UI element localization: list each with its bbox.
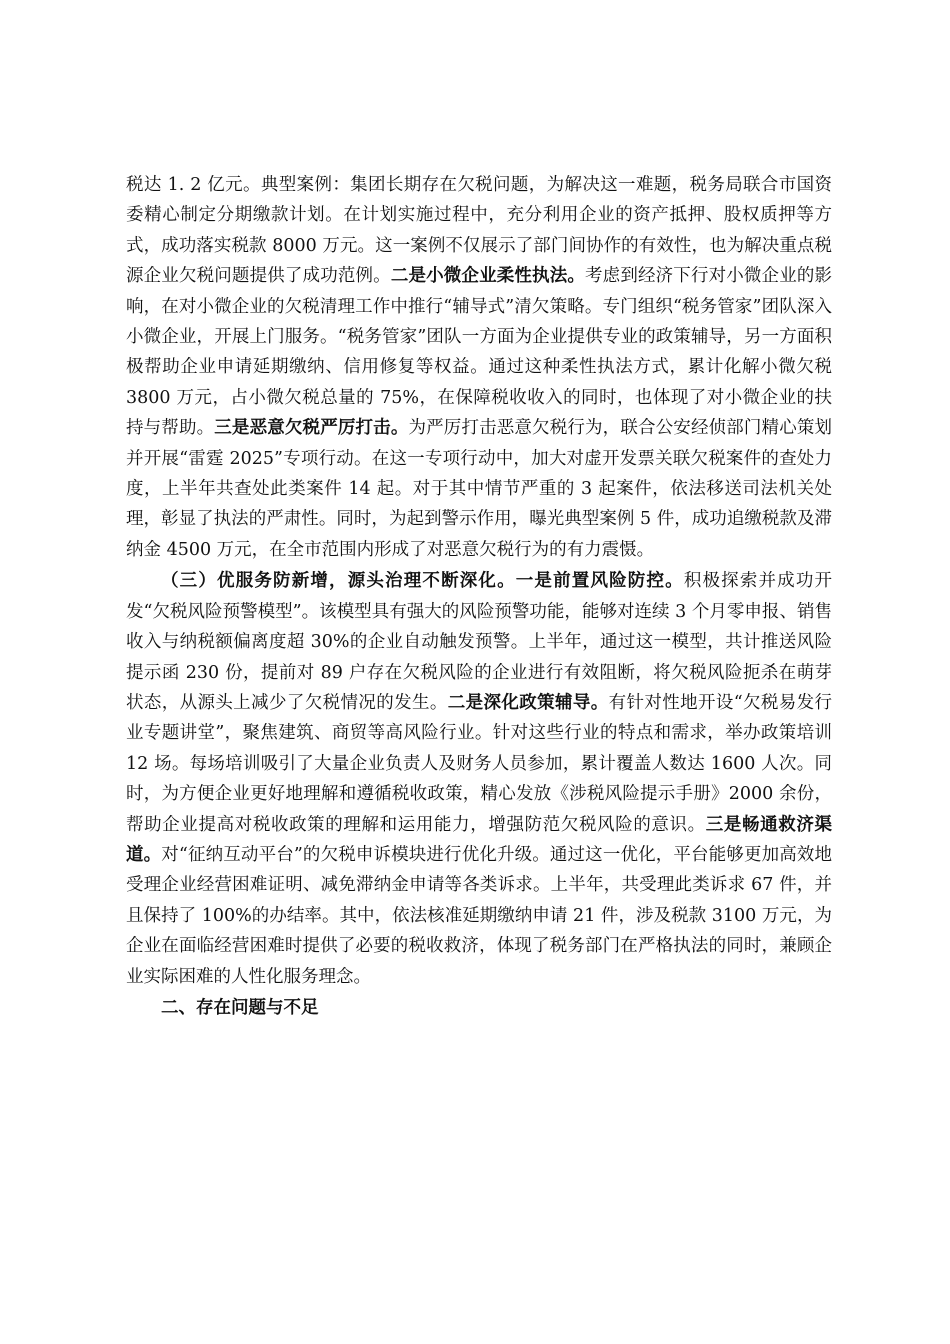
document-body	[126, 170, 832, 1024]
text-case-example: 税达 1. 2 亿元。典型案例：集团长期存在欠税问题，为解决这一难题，税务局联合市国资委精心制定分期缴款计划。在计划实施过程中，充分利用企业的资产抵押、股权质押等方式，成功落实税款 8000 万元。这一案例不仅展示了部门间协作的有效性，也为解决重点税源企业欠税问题提供了成功范例。	[126, 175, 832, 287]
paragraph-source-governance	[126, 566, 832, 992]
bold-subheading-small-business: 二是小微企业柔性执法。	[390, 266, 586, 287]
text-risk-prevention: 积极探索并成功开发“欠税风险预警模型”。该模型具有强大的风险预警功能，能够对连续 3 个月零申报、销售收入与纳税额偏离度超 30%的企业自动触发预警。上半年，通过这一模型，共计推送风险提示函 230 份，提前对 89 户存在欠税风险的企业进行有效阻断，将欠税风险扼杀在萌芽状态，从源头上减少了欠税情况的发生。	[126, 571, 833, 713]
text-policy-guidance: 有针对性地开设“欠税易发行业专题讲堂”，聚焦建筑、商贸等高风险行业。针对这些行业的特点和需求，举办政策培训 12 场。每场培训吸引了大量企业负责人及财务人员参加，累计覆盖人数达 1600 人次。同时，为方便企业更好地理解和遵循税收政策，精心发放《涉税风险提示手册》2000 余份，帮助企业提高对税收政策的理解和运用能力，增强防范欠税风险的意识。	[126, 692, 832, 835]
bold-subheading-policy-guidance: 二是深化政策辅导。	[447, 692, 609, 713]
paragraph-collection-measures	[126, 170, 832, 565]
bold-subheading-malicious-arrears: 三是恶意欠税严厉打击。	[214, 418, 409, 439]
text-relief-channels: 对“征纳互动平台”的欠税申诉模块进行优化升级。通过这一优化，平台能够更加高效地受理企业经营困难证明、减免滞纳金申请等各类诉求。上半年，共受理此类诉求 67 件，并且保持了 100%的办结率。其中，依法核准延期缴纳申请 21 件，涉及税款 3100 万元，为企业在面临经营困难时提供了必要的税收救济，体现了税务部门在严格执法的同时，兼顾企业实际困难的人性化服务理念。	[126, 844, 833, 987]
section-heading-problems: 二、存在问题与不足	[161, 997, 319, 1018]
bold-subheading-relief-channels: 三是畅通救济渠道。	[126, 814, 833, 865]
text-malicious-arrears: 为严厉打击恶意欠税行为，联合公安经侦部门精心策划并开展“雷霆 2025”专项行动。在这一专项行动中，加大对虚开发票关联欠税案件的查处力度，上半年共查处此类案件 14 起。对于其中情节严重的 3 起案件，依法移送司法机关处理，彰显了执法的严肃性。同时，为起到警示作用，曝光典型案例 5 件，成功追缴税款及滞纳金 4500 万元，在全市范围内形成了对恶意欠税行为的有力震慑。	[126, 418, 833, 560]
bold-heading-section-three: （三）优服务防新增，源头治理不断深化。一是前置风险防控。	[161, 571, 684, 592]
text-small-business: 考虑到经济下行对小微企业的影响，在对小微企业的欠税清理工作中推行“辅导式”清欠策略。专门组织“税务管家”团队深入小微企业，开展上门服务。“税务管家”团队一方面为企业提供专业的政策辅导，另一方面积极帮助企业申请延期缴纳、信用修复等权益。通过这种柔性执法方式，累计化解小微欠税 3800 万元，占小微欠税总量的 75%，在保障税收收入的同时，也体现了对小微企业的扶持与帮助。	[126, 266, 833, 439]
